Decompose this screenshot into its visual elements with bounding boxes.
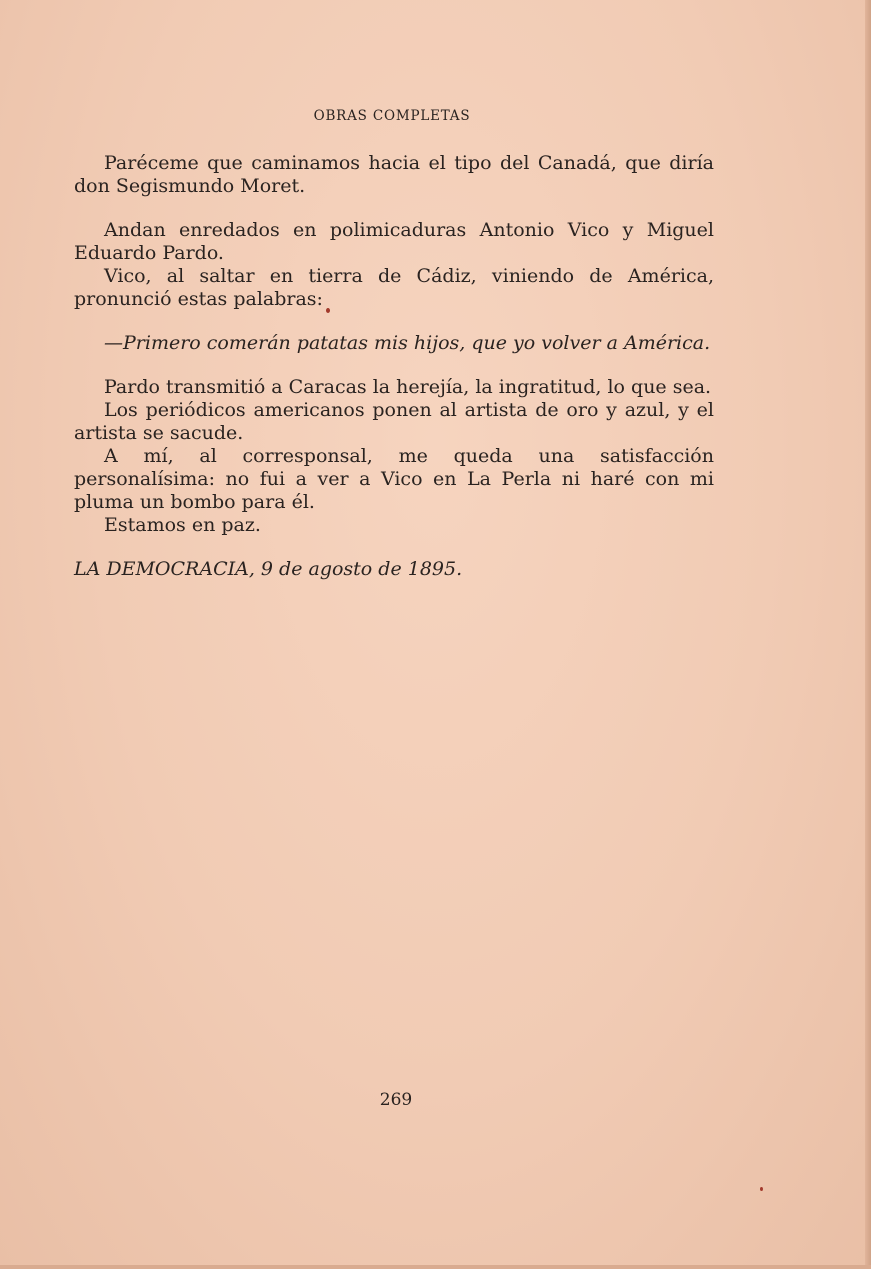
paragraph: A mí, al corresponsal, me queda una satisfacción personalísima: no fui a ver a Vico en La Perla ni haré con mi pluma un bombo para él. bbox=[74, 445, 714, 513]
quoted-speech: —Primero comerán patatas mis hijos, que yo volver a América. bbox=[104, 332, 711, 354]
paragraph: Estamos en paz. bbox=[104, 514, 261, 536]
ink-speck bbox=[760, 1187, 763, 1191]
ink-speck bbox=[326, 308, 330, 313]
paragraph: Paréceme que caminamos hacia el tipo del Canadá, que diría don Segismundo Moret. bbox=[74, 152, 714, 197]
body-text bbox=[74, 152, 714, 581]
running-header: OBRAS COMPLETAS bbox=[313, 108, 471, 124]
page-edge-shadow bbox=[865, 0, 871, 1269]
page-bottom-edge bbox=[0, 1265, 871, 1269]
paragraph: Vico, al saltar en tierra de Cádiz, viniendo de América, pronunció estas palabras: bbox=[74, 265, 714, 310]
page-number: 269 bbox=[379, 1090, 413, 1110]
paragraph: Andan enredados en polimicaduras Antonio Vico y Miguel Eduardo Pardo. bbox=[74, 219, 714, 264]
paragraph: Pardo transmitió a Caracas la herejía, la ingratitud, lo que sea. bbox=[104, 376, 712, 398]
source-citation: LA DEMOCRACIA, 9 de agosto de 1895. bbox=[74, 558, 463, 580]
paragraph: Los periódicos americanos ponen al artista de oro y azul, y el artista se sacude. bbox=[74, 399, 714, 444]
